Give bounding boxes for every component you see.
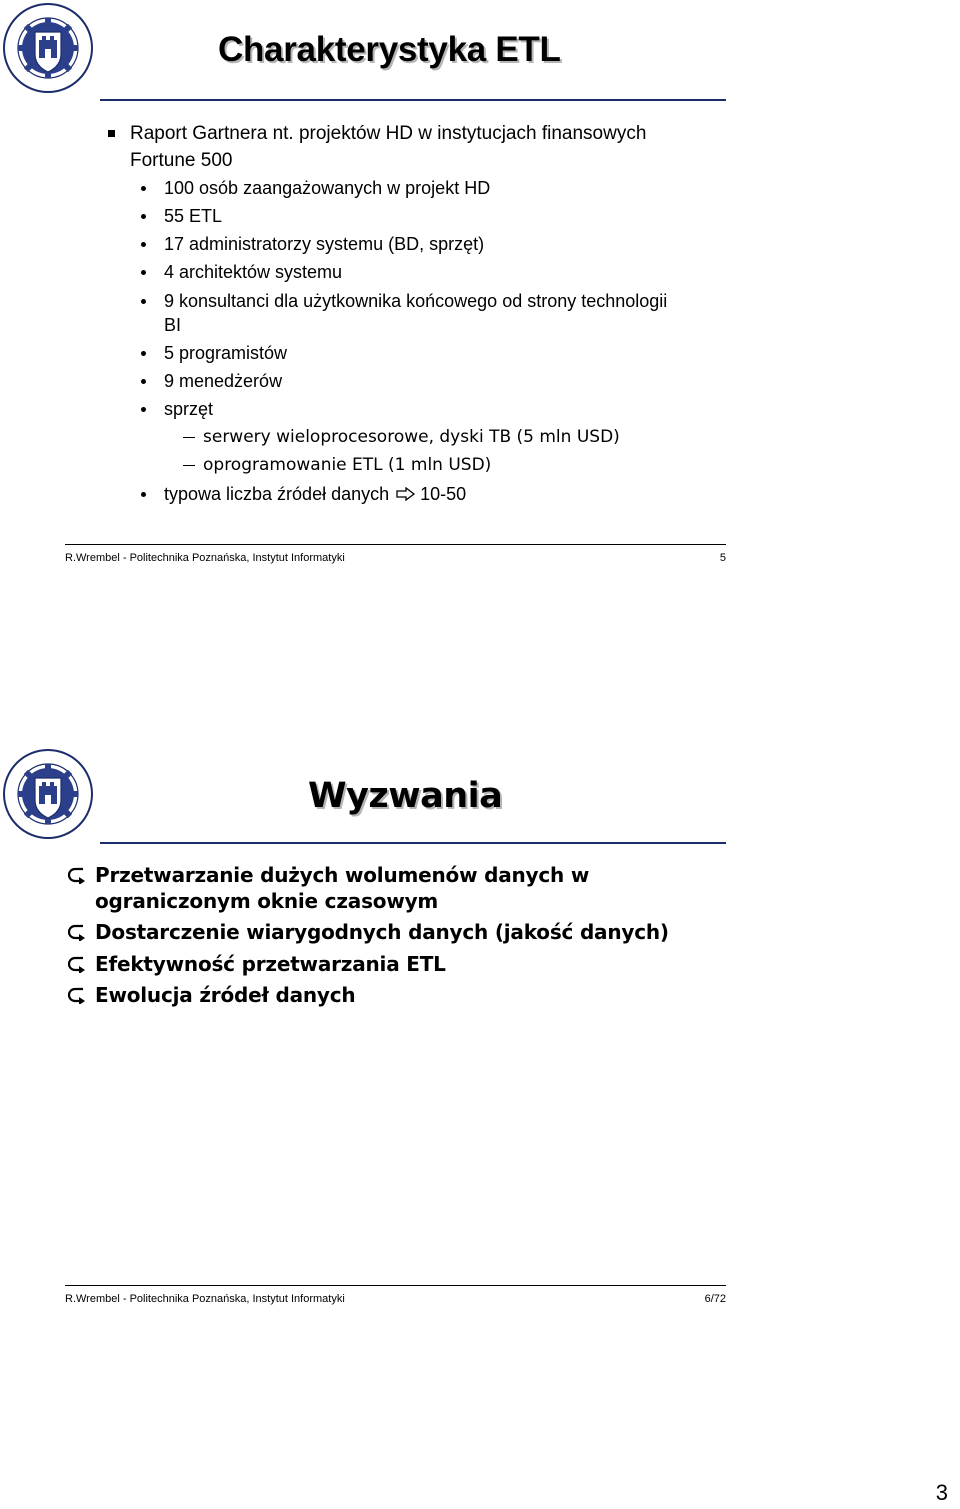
list-item [141, 482, 704, 506]
footer-divider [65, 1285, 726, 1286]
list-item [141, 232, 704, 256]
bullet-icon [141, 299, 146, 304]
list-item-text: Dostarczenie wiarygodnych danych (jakość danych) [95, 920, 669, 944]
curved-arrow-icon [66, 923, 86, 941]
list-item-text: 9 menedżerów [164, 371, 283, 391]
slide-2 [0, 740, 960, 1380]
list-item [66, 919, 695, 945]
curved-arrow-icon [66, 986, 86, 1004]
dash-bullet-icon [183, 437, 195, 438]
university-logo-icon [2, 2, 94, 94]
list-item-text: 100 osób zaangażowanych w projekt HD [164, 178, 491, 198]
list-item-text: typowa liczba źródeł danych [164, 484, 390, 504]
bullet-icon [141, 351, 146, 356]
list-item-text: 55 ETL [164, 206, 223, 226]
title-divider [100, 842, 726, 844]
list-item [66, 862, 695, 914]
sub-list-item-text: serwery wieloprocesorowe, dyski TB (5 mln USD) [203, 427, 620, 447]
title-divider [100, 99, 726, 101]
bullet-icon [141, 242, 146, 247]
bullet-icon [141, 407, 146, 412]
list-item-text: Efektywność przetwarzania ETL [95, 952, 446, 976]
list-item [66, 982, 695, 1008]
curved-arrow-icon [66, 955, 86, 973]
sub-list-item [183, 426, 620, 448]
curved-arrow-icon [66, 866, 86, 884]
sub-list-item-text: oprogramowanie ETL (1 mln USD) [203, 455, 492, 475]
list-item [141, 397, 704, 421]
list-item-text: 9 konsultanci dla użytkownika końcowego od strony technologii BI [164, 291, 668, 335]
bullet-icon [141, 492, 146, 497]
list-item [66, 951, 695, 977]
footer-author: R.Wrembel - Politechnika Poznańska, Instytut Informatyki [65, 1293, 345, 1305]
list-item [141, 260, 704, 284]
bullet-icon [141, 186, 146, 191]
list-item-text: sprzęt [164, 399, 214, 419]
list-item [141, 176, 704, 200]
footer-page-number: 6/72 [704, 1293, 726, 1305]
slide-title: Charakterystyka ETL [218, 30, 561, 69]
list-item [141, 369, 704, 393]
list-item-text: Przetwarzanie dużych wolumenów danych w ograniczonym oknie czasowym [95, 863, 590, 913]
footer-divider [65, 544, 726, 545]
university-logo-icon [2, 748, 94, 840]
footer-author: R.Wrembel - Politechnika Poznańska, Instytut Informatyki [65, 552, 345, 564]
level1-bullet [108, 120, 708, 174]
list-item-text: Ewolucja źródeł danych [95, 983, 356, 1007]
list-item-text: 17 administratorzy systemu (BD, sprzęt) [164, 234, 485, 254]
square-bullet-icon [108, 130, 115, 137]
bullet-icon [141, 214, 146, 219]
list-item [141, 341, 704, 365]
list-item-value: 10-50 [420, 484, 467, 504]
sub-list-item [183, 454, 491, 476]
list-item-text: 4 architektów systemu [164, 262, 343, 282]
bullet-icon [141, 270, 146, 275]
level1-text: Raport Gartnera nt. projektów HD w instytucjach finansowych Fortune 500 [130, 123, 647, 171]
right-arrow-icon [396, 487, 416, 501]
list-item [141, 289, 684, 337]
bullet-icon [141, 379, 146, 384]
slide-title: Wyzwania [308, 776, 503, 816]
footer-page-number: 5 [719, 552, 726, 564]
slide-1 [0, 0, 960, 640]
list-item [141, 204, 704, 228]
dash-bullet-icon [183, 465, 195, 466]
list-item-text: 5 programistów [164, 343, 288, 363]
document-page-number: 3 [935, 1480, 948, 1505]
